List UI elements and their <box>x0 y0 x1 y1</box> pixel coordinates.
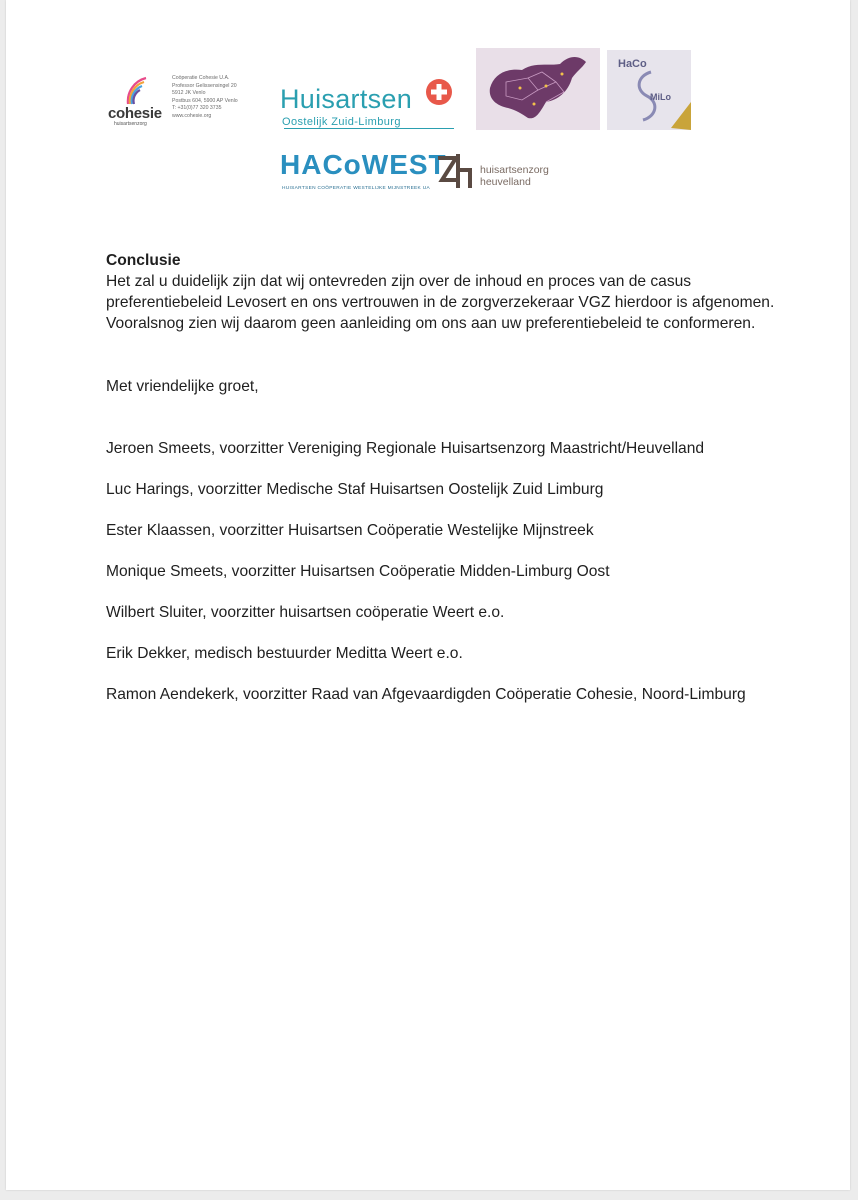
closing-greeting: Met vriendelijke groet, <box>106 378 259 395</box>
signatory-list <box>106 438 786 705</box>
cohesie-wordmark: cohesie <box>108 105 162 122</box>
haco-west-subtitle: HUISARTSEN COÖPERATIE WESTELIJKE MIJNSTREEK UA <box>282 186 430 191</box>
haco-west-title: HACoWEST <box>280 149 447 180</box>
cohesie-tagline: huisartsenzorg <box>114 121 147 127</box>
haco-milo-line2: MiLo <box>650 92 671 102</box>
signatory: Jeroen Smeets, voorzitter Vereniging Regionale Huisartsenzorg Maastricht/Heuvelland <box>106 440 705 457</box>
signatory: Ester Klaassen, voorzitter Huisartsen Coöperatie Westelijke Mijnstreek <box>106 522 594 539</box>
region-map-logo <box>476 48 600 130</box>
address-line: T: +31(0)77 320 3735 <box>172 105 222 112</box>
haco-milo-line1: HaCo <box>618 58 647 70</box>
conclusion-paragraph: Het zal u duidelijk zijn dat wij ontevreden zijn over de inhoud en proces van de casus preferentiebeleid Levosert en ons vertrouwen in de zorgverzekeraar VGZ hierdoor is afgenomen. Vooralsnog zien wij daarom geen aanleiding om ons aan uw preferentiebeleid te conformeren. <box>106 273 775 332</box>
signatory: Erik Dekker, medisch bestuurder Meditta Weert e.o. <box>106 645 463 662</box>
address-line: Coöperatie Cohesie U.A. <box>172 75 230 81</box>
huisartsen-ozl-subtitle: Oostelijk Zuid-Limburg <box>282 116 401 128</box>
signatory: Monique Smeets, voorzitter Huisartsen Coöperatie Midden-Limburg Oost <box>106 563 610 580</box>
address-line: Professor Gelissensingel 20 <box>172 82 237 89</box>
zh-monogram-icon <box>434 150 476 192</box>
huisartsen-ozl-underline <box>284 128 454 129</box>
signatory: Wilbert Sluiter, voorzitter huisartsen coöperatie Weert e.o. <box>106 604 505 621</box>
map-icon <box>476 48 600 130</box>
letter-body <box>106 250 786 725</box>
cohesie-address <box>172 75 267 121</box>
address-line: www.cohesie.org <box>172 112 212 119</box>
address-line: 5912 JK Venlo <box>172 90 206 97</box>
document-page <box>6 0 850 1190</box>
heuvelland-line2: heuvelland <box>480 176 531 188</box>
signatory: Ramon Aendekerk, voorzitter Raad van Afgevaardigden Coöperatie Cohesie, Noord-Limburg <box>106 686 746 703</box>
heuvelland-line1: huisartsenzorg <box>480 164 549 176</box>
address-line: Postbus 604, 5900 AP Venlo <box>172 97 238 104</box>
section-heading: Conclusie <box>106 252 181 269</box>
medical-cross-icon <box>424 77 454 107</box>
signatory: Luc Harings, voorzitter Medische Staf Huisartsen Oostelijk Zuid Limburg <box>106 481 604 498</box>
huisartsen-ozl-title: Huisartsen <box>280 84 413 114</box>
